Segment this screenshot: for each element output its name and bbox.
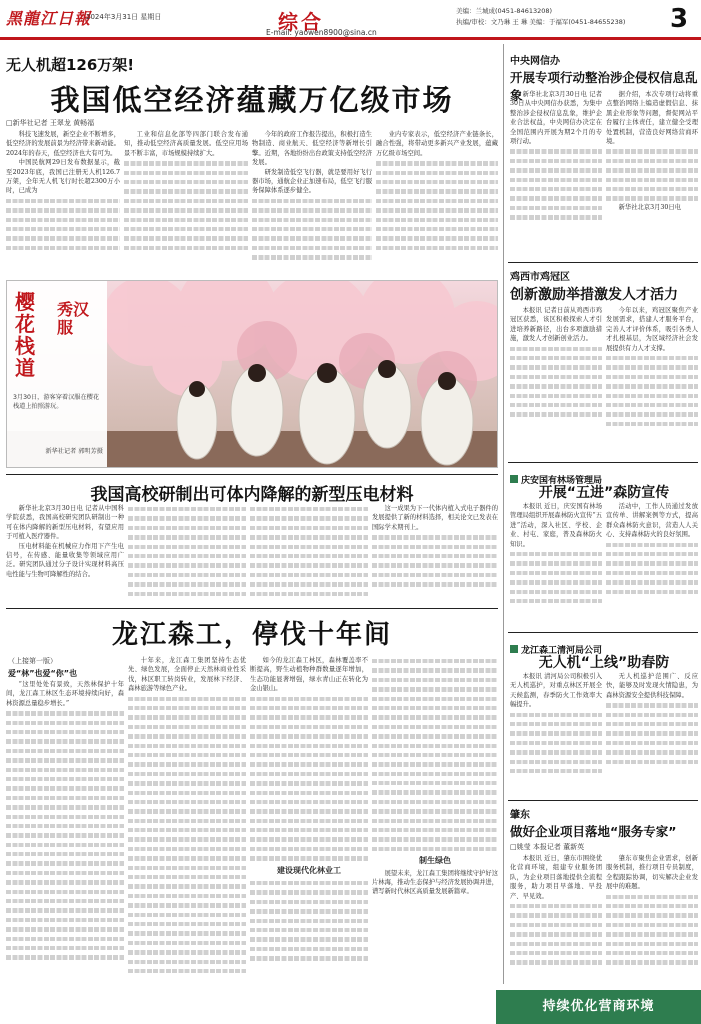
photo-stamp: 秀汉服 [57,300,90,337]
editor-line: 执编/审校：文乃琳 王 琳 美编：于福军(0451-84655238) [456,18,626,26]
paragraph: 研发制造低空飞行器，就是要用好飞行器市场，通航企业正加速布局，低空飞行服务保障体系逐步健全。 [252,168,372,195]
subhead: 制生绿色 [419,856,451,866]
story-column [510,306,602,458]
story-column [606,672,698,796]
story-column [510,854,602,986]
divider [6,608,498,609]
material-headline: 我国高校研制出可体内降解的新型压电材料 [90,485,414,505]
paragraph: 据介绍，本次专项行动将重点整治网络上编造虚假信息、抹黑企业形象等问题，督促网站平台履行主体责任，建立健全受理处置机制，营造良好网络营商环境。 [606,91,698,146]
story-byline: □姚莹 本报记者 董新英 [510,843,585,851]
story-headline: 无人机“上线”助春防 [538,655,670,671]
story-kicker: 鸡西市鸡冠区 [510,272,570,283]
story-column [510,502,602,628]
paragraph: 中国民航网29日发布数据显示，截至2023年底，我国已注册无人机126.7万架，全年无人机飞行时长超2300万小时，已成为 [6,159,120,195]
paragraph: 本报讯 近日，肇东市围绕优化营商环境，组建专业服务团队，为企业项目落地提供全流程服务，助力项目早落地、早投产、早见效。 [510,855,602,900]
paragraph: 科技飞速发展，新空企业不断增多，低空经济的发展前景为经济带来新动能。2024年的春天，低空经济也大有可为。 [6,131,120,157]
longjiang-column [372,656,498,980]
email-line: E-mail: yaowen8900@sina.cn [266,28,377,37]
paragraph: 本报讯 记者日前从鸡西市鸡冠区获悉，该区积极探索人才引进培养新路径，出台多项激励措施，激发人才创新创业活力。 [510,307,602,343]
business-environment-banner: 持续优化营商环境 [496,990,701,1024]
paragraph: 如今的龙江森工林区，森林覆盖率不断提高，野生动植物种群数量逐年增加，生态功能显著增强，绿水青山正在转化为金山银山。 [250,657,368,693]
story-headline: 开展“五进”森防宣传 [538,485,670,501]
story-kicker: 中央网信办 [510,56,560,67]
divider [508,462,698,463]
paragraph: 本报讯 清河局公司积极引入无人机巡护，对重点林区开展全天候监测，春季防火工作效率大幅提升。 [510,673,602,709]
material-column [372,504,498,604]
material-column [6,504,124,604]
story-column [606,502,698,628]
photo-credit: 新华社记者 郭明芳摄 [45,448,103,455]
lead-kicker: 无人机超126万架! [6,56,135,74]
divider [508,632,698,633]
story-kicker: 庆安国有林场管理局 [521,476,603,486]
story-headline: 创新激励举措激发人才活力 [510,287,678,303]
newspaper-logo: 黑龍江日報 [6,9,92,28]
paragraph: 今年以来，鸡冠区聚焦产业发展需求，搭建人才服务平台，完善人才评价体系，吸引各类人才扎根基层，为区域经济社会发展提供有力人才支撑。 [606,307,698,352]
section-title: 综合 [278,10,324,34]
paragraph: 业内专家表示，低空经济产业链条长，融合性强，将带动更多新兴产业发展，蕴藏万亿级市场空间。 [376,131,498,157]
divider [508,262,698,263]
photo-title-vertical: 樱花栈道 [15,290,35,380]
story-column [606,306,698,458]
continuation-note: （上接第一版） [8,657,57,665]
paragraph: 十年来，龙江森工集团坚持生态优先、绿色发展，全面停止天然林商业性采伐，林区职工转岗转业，发展林下经济、森林旅游等绿色产业。 [128,657,246,693]
paragraph: 新华社北京3月30日电 记者从中国科学院获悉，我国高校研究团队研制出一种可在体内降解的新型压电材料，有望应用于可植入医疗器件。 [6,505,124,541]
paragraph: 活动中，工作人员通过发放宣传单、讲解案例等方式，提高群众森林防火意识，营造人人关心、支持森林防火的良好氛围。 [606,503,698,539]
editor-info [456,6,656,28]
lead-headline: 我国低空经济蕴藏万亿级市场 [50,83,454,117]
divider [6,474,498,475]
story-column [606,854,698,986]
lead-byline: □新华社记者 王翠龙 黄畅福 [6,119,95,127]
lead-column-2 [124,130,248,276]
material-column [128,504,246,604]
longjiang-column [250,656,368,980]
date-line: 2024年3月31日 星期日 [86,13,162,21]
longjiang-column [6,680,124,980]
subhead: 爱“林”也爱“你”也 [8,669,78,678]
photo-caption: 3月30日，游客穿着汉服在樱花栈道上拍照游玩。 [13,394,100,410]
story-headline: 开展专项行动整治涉企侵权信息乱象 [510,70,698,103]
paragraph: 工业和信息化部等四部门联合发布通知，推动低空经济高质量发展。低空应用场景不断丰富，市场规模持续扩大。 [124,131,248,157]
story-headline: 做好企业项目落地“服务专家” [510,824,677,839]
column-divider [503,44,504,984]
lead-column-3 [252,130,372,276]
longjiang-column [128,656,246,980]
paragraph: 展望未来，龙江森工集团将继续守护好这片林海，推动生态保护与经济发展协调并进，谱写新时代林区高质量发展新篇章。 [372,869,498,896]
paragraph: 新华社北京3月30日电 [618,203,681,211]
paragraph: 这一成果为下一代体内植入式电子器件的发展提供了新的材料选择，相关论文已发表在国际学术期刊上。 [372,505,498,531]
paragraph: 肇东市聚焦企业需求，创新服务机制，推行项目专员制度，全程跟踪协调，切实解决企业发展中的难题。 [606,855,698,891]
paragraph: 无人机巡护范围广、反应快，能够及时发现火情隐患，为森林资源安全提供科技保障。 [606,673,698,699]
paragraph: 新华社北京3月30日电 记者30日从中央网信办获悉，为集中整治涉企侵权信息乱象，维护企业合法权益，中央网信办决定在全国范围内开展为期2个月的专项行动。 [510,91,602,146]
paragraph: “这里处处有景致，天然林保护十年间，龙江森工林区生态环境持续向好，森林资源总量稳步增长。” [6,681,124,707]
lead-column-1 [6,130,120,276]
editor-line: 美编：兰城成(0451-84613208) [456,7,553,15]
paragraph: 压电材料能在机械应力作用下产生电信号，在传感、能量收集等领域应用广泛。研究团队通过分子设计实现材料高压电性能与生物可降解性的结合。 [6,542,124,578]
material-column [250,504,368,604]
story-column [606,90,698,260]
longjiang-headline: 龙江森工，停伐十年间 [111,620,392,650]
paragraph: 本报讯 近日，庆安国有林场管理局组织开展森林防火宣传“五进”活动，深入社区、学校、企业、村屯、家庭，普及森林防火知识。 [510,503,602,548]
story-column [510,90,602,260]
paragraph: 今年的政府工作报告提出，积极打造生物制造、商业航天、低空经济等新增长引擎。近期，各地纷纷出台政策支持低空经济发展。 [252,131,372,167]
cherry-blossom-photo [6,280,498,468]
story-kicker: 肇东 [510,810,530,821]
story-column [510,672,602,796]
page-number: 3 [670,4,689,34]
divider [508,800,698,801]
lead-column-4 [376,130,498,276]
subhead: 建设现代化林业工 [277,865,341,875]
story-kicker: 龙江森工清河局公司 [521,646,603,656]
